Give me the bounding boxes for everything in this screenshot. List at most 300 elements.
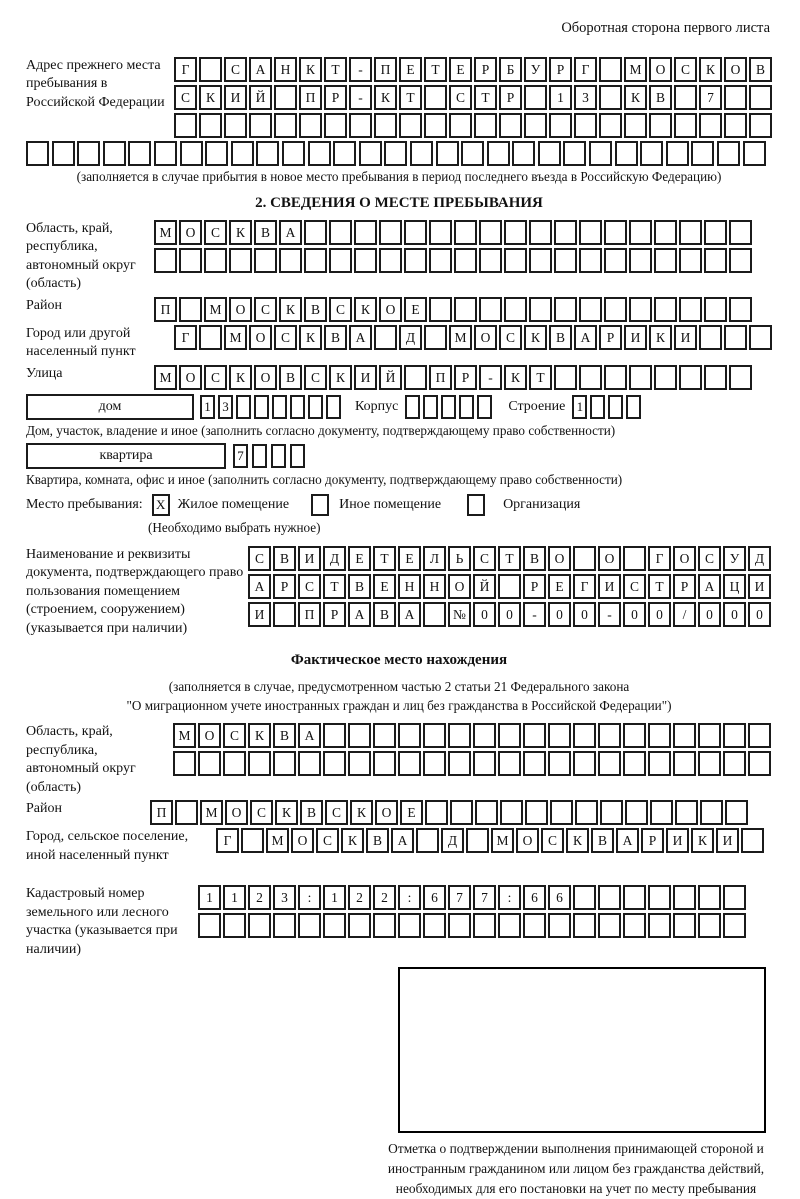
char-box bbox=[373, 723, 396, 748]
char-box: 6 bbox=[548, 885, 571, 910]
char-box: М bbox=[173, 723, 196, 748]
char-box: 2 bbox=[348, 885, 371, 910]
char-box bbox=[179, 248, 202, 273]
char-box bbox=[698, 885, 721, 910]
oblast-block bbox=[26, 220, 772, 294]
char-box: К bbox=[248, 723, 271, 748]
char-box bbox=[504, 248, 527, 273]
char-box: Д bbox=[441, 828, 464, 853]
char-box: У bbox=[723, 546, 746, 571]
fact-gorod-grid-row bbox=[216, 828, 764, 853]
char-box: О bbox=[448, 574, 471, 599]
char-box: И bbox=[598, 574, 621, 599]
char-box bbox=[649, 113, 672, 138]
char-box bbox=[404, 365, 427, 390]
char-box bbox=[424, 85, 447, 110]
char-box bbox=[175, 800, 198, 825]
char-box bbox=[654, 365, 677, 390]
char-box bbox=[384, 141, 407, 166]
char-box: К bbox=[329, 365, 352, 390]
char-box: А bbox=[248, 574, 271, 599]
char-box bbox=[424, 113, 447, 138]
char-box: О bbox=[229, 297, 252, 322]
char-box bbox=[523, 913, 546, 938]
char-box bbox=[512, 141, 535, 166]
char-box bbox=[103, 141, 126, 166]
char-box bbox=[441, 395, 456, 419]
char-box bbox=[679, 220, 702, 245]
doc-grid-row-2 bbox=[248, 574, 771, 599]
char-box bbox=[673, 723, 696, 748]
char-box bbox=[359, 141, 382, 166]
char-box bbox=[329, 248, 352, 273]
char-box: Л bbox=[423, 546, 446, 571]
char-box bbox=[423, 723, 446, 748]
char-box bbox=[723, 751, 746, 776]
char-box: 7 bbox=[233, 444, 248, 468]
char-box: М bbox=[154, 220, 177, 245]
dom-caption: Дом, участок, владение и иное (заполнить согласно документу, подтверждающему право собственности) bbox=[26, 422, 616, 438]
char-box bbox=[579, 365, 602, 390]
char-box: А bbox=[574, 325, 597, 350]
char-box: 3 bbox=[574, 85, 597, 110]
char-box: Е bbox=[348, 546, 371, 571]
char-box bbox=[748, 723, 771, 748]
char-box bbox=[323, 751, 346, 776]
char-box bbox=[729, 248, 752, 273]
prev-address-label: Адрес прежнего места пребывания в Российской Федерации bbox=[26, 58, 165, 110]
char-box bbox=[573, 885, 596, 910]
char-box: С bbox=[541, 828, 564, 853]
char-box bbox=[77, 141, 100, 166]
char-box: 6 bbox=[523, 885, 546, 910]
char-box: В bbox=[304, 297, 327, 322]
char-box bbox=[674, 85, 697, 110]
char-box bbox=[749, 113, 772, 138]
char-box: Е bbox=[400, 800, 423, 825]
char-box bbox=[429, 297, 452, 322]
char-box bbox=[398, 723, 421, 748]
char-box: А bbox=[348, 602, 371, 627]
kvartira-field-label-box: квартира bbox=[26, 443, 226, 469]
char-box bbox=[323, 723, 346, 748]
char-box bbox=[52, 141, 75, 166]
char-box bbox=[498, 751, 521, 776]
char-box bbox=[623, 751, 646, 776]
char-box: А bbox=[391, 828, 414, 853]
char-box: Е bbox=[404, 297, 427, 322]
char-box: О bbox=[548, 546, 571, 571]
char-box: Р bbox=[523, 574, 546, 599]
char-box: С bbox=[224, 57, 247, 82]
char-box bbox=[673, 885, 696, 910]
char-box: М bbox=[266, 828, 289, 853]
char-box bbox=[466, 828, 489, 853]
char-box bbox=[174, 113, 197, 138]
char-box bbox=[523, 723, 546, 748]
char-box: С bbox=[250, 800, 273, 825]
char-box: В bbox=[749, 57, 772, 82]
gorod-block bbox=[26, 325, 772, 362]
char-box bbox=[724, 85, 747, 110]
char-box: С bbox=[473, 546, 496, 571]
char-box: 0 bbox=[548, 602, 571, 627]
char-box: 1 bbox=[223, 885, 246, 910]
char-box bbox=[648, 751, 671, 776]
char-box bbox=[274, 85, 297, 110]
char-box bbox=[241, 828, 264, 853]
char-box bbox=[179, 297, 202, 322]
gorod-grid-row bbox=[174, 325, 772, 350]
prev-address-grid-row-2 bbox=[174, 85, 772, 110]
char-box bbox=[679, 248, 702, 273]
char-box: Н bbox=[398, 574, 421, 599]
char-box bbox=[254, 248, 277, 273]
char-box bbox=[604, 297, 627, 322]
char-box: 3 bbox=[218, 395, 233, 419]
char-box bbox=[236, 395, 251, 419]
char-box bbox=[128, 141, 151, 166]
char-box: К bbox=[374, 85, 397, 110]
char-box bbox=[648, 723, 671, 748]
char-box bbox=[608, 395, 623, 419]
char-box bbox=[308, 395, 323, 419]
char-box bbox=[729, 365, 752, 390]
char-box: Т bbox=[648, 574, 671, 599]
char-box bbox=[529, 248, 552, 273]
char-box: К bbox=[649, 325, 672, 350]
char-box: Р bbox=[641, 828, 664, 853]
char-box bbox=[398, 751, 421, 776]
char-box: С bbox=[274, 325, 297, 350]
char-box bbox=[348, 913, 371, 938]
char-box bbox=[329, 220, 352, 245]
char-box: В bbox=[373, 602, 396, 627]
char-box bbox=[579, 220, 602, 245]
char-box: М bbox=[204, 297, 227, 322]
oblast-grid-row-2 bbox=[154, 248, 752, 273]
char-box: Р bbox=[273, 574, 296, 599]
char-box bbox=[224, 113, 247, 138]
char-box: М bbox=[449, 325, 472, 350]
char-box bbox=[199, 113, 222, 138]
char-box bbox=[598, 723, 621, 748]
char-box bbox=[723, 885, 746, 910]
char-box bbox=[229, 248, 252, 273]
char-box: Й bbox=[473, 574, 496, 599]
rayon-block bbox=[26, 297, 772, 322]
char-box bbox=[729, 297, 752, 322]
char-box bbox=[379, 220, 402, 245]
char-box bbox=[574, 113, 597, 138]
prev-address-grid-row-3 bbox=[174, 113, 772, 138]
char-box bbox=[589, 141, 612, 166]
char-box: Т bbox=[424, 57, 447, 82]
fact-gorod-block bbox=[26, 828, 772, 865]
char-box bbox=[673, 913, 696, 938]
char-box: / bbox=[673, 602, 696, 627]
char-box: Р bbox=[549, 57, 572, 82]
char-box bbox=[199, 325, 222, 350]
char-box: С bbox=[174, 85, 197, 110]
char-box bbox=[279, 248, 302, 273]
char-box bbox=[500, 800, 523, 825]
char-box bbox=[629, 220, 652, 245]
char-box: Ц bbox=[723, 574, 746, 599]
ulitsa-label: Улица bbox=[26, 365, 63, 381]
char-box: К bbox=[229, 365, 252, 390]
char-box: Г bbox=[216, 828, 239, 853]
char-box bbox=[374, 325, 397, 350]
char-box bbox=[448, 723, 471, 748]
doc-block bbox=[26, 546, 772, 638]
char-box bbox=[698, 751, 721, 776]
char-box: К bbox=[691, 828, 714, 853]
char-box: О bbox=[724, 57, 747, 82]
option-inoe-label: Иное помещение bbox=[339, 496, 442, 512]
char-box bbox=[448, 913, 471, 938]
char-box bbox=[205, 141, 228, 166]
char-box bbox=[573, 723, 596, 748]
char-box bbox=[563, 141, 586, 166]
char-box bbox=[626, 395, 641, 419]
char-box: К bbox=[524, 325, 547, 350]
char-box bbox=[249, 113, 272, 138]
dom-number-grid bbox=[200, 395, 341, 419]
char-box bbox=[729, 220, 752, 245]
char-box bbox=[248, 913, 271, 938]
char-box: С bbox=[204, 365, 227, 390]
char-box bbox=[449, 113, 472, 138]
char-box: К bbox=[354, 297, 377, 322]
fact-rayon-label: Район bbox=[26, 801, 62, 817]
char-box bbox=[700, 800, 723, 825]
char-box: : bbox=[498, 885, 521, 910]
char-box: С bbox=[449, 85, 472, 110]
char-box bbox=[648, 913, 671, 938]
char-box bbox=[425, 800, 448, 825]
ulitsa-block bbox=[26, 365, 772, 390]
char-box bbox=[741, 828, 764, 853]
char-box bbox=[623, 913, 646, 938]
char-box: И bbox=[354, 365, 377, 390]
char-box bbox=[477, 395, 492, 419]
char-box bbox=[290, 444, 305, 468]
char-box: Д bbox=[748, 546, 771, 571]
char-box bbox=[743, 141, 766, 166]
char-box bbox=[650, 800, 673, 825]
char-box bbox=[598, 751, 621, 776]
kvartira-row bbox=[26, 443, 772, 469]
char-box bbox=[723, 723, 746, 748]
char-box: П bbox=[299, 85, 322, 110]
rayon-label: Район bbox=[26, 297, 62, 313]
char-box: Р bbox=[499, 85, 522, 110]
char-box bbox=[282, 141, 305, 166]
char-box bbox=[679, 297, 702, 322]
fact-oblast-label: Область, край, республика, автономный округ (область) bbox=[26, 724, 136, 795]
char-box: 0 bbox=[748, 602, 771, 627]
kadastr-grid-row-2 bbox=[198, 913, 746, 938]
char-box bbox=[548, 913, 571, 938]
char-box bbox=[499, 113, 522, 138]
char-box: К bbox=[566, 828, 589, 853]
char-box bbox=[498, 913, 521, 938]
char-box bbox=[304, 248, 327, 273]
char-box bbox=[698, 913, 721, 938]
char-box: С bbox=[329, 297, 352, 322]
char-box: 1 bbox=[198, 885, 221, 910]
char-box: К bbox=[229, 220, 252, 245]
char-box: К bbox=[199, 85, 222, 110]
mesto-note: (Необходимо выбрать нужное) bbox=[148, 519, 321, 535]
char-box: А bbox=[279, 220, 302, 245]
char-box: Н bbox=[274, 57, 297, 82]
char-box bbox=[429, 220, 452, 245]
char-box: И bbox=[624, 325, 647, 350]
confirmation-stamp-area bbox=[398, 967, 766, 1133]
char-box bbox=[748, 751, 771, 776]
kadastr-grid-row-1 bbox=[198, 885, 746, 910]
char-box: 1 bbox=[572, 395, 587, 419]
char-box: И bbox=[248, 602, 271, 627]
char-box bbox=[699, 325, 722, 350]
char-box bbox=[473, 913, 496, 938]
char-box: К bbox=[299, 325, 322, 350]
doc-grid-row-3 bbox=[248, 602, 771, 627]
char-box bbox=[272, 395, 287, 419]
char-box bbox=[573, 751, 596, 776]
section2-title: 2. СВЕДЕНИЯ О МЕСТЕ ПРЕБЫВАНИЯ bbox=[255, 195, 543, 211]
char-box bbox=[454, 297, 477, 322]
char-box bbox=[274, 113, 297, 138]
fact-oblast-grid-row-1 bbox=[173, 723, 771, 748]
char-box bbox=[26, 141, 49, 166]
char-box: А bbox=[698, 574, 721, 599]
char-box bbox=[699, 113, 722, 138]
char-box: Р bbox=[324, 85, 347, 110]
korpus-label: Корпус bbox=[355, 398, 399, 414]
rayon-grid-row bbox=[154, 297, 752, 322]
char-box: Т bbox=[399, 85, 422, 110]
char-box bbox=[573, 546, 596, 571]
char-box bbox=[416, 828, 439, 853]
char-box bbox=[479, 248, 502, 273]
ulitsa-grid-row bbox=[154, 365, 752, 390]
char-box bbox=[599, 57, 622, 82]
char-box bbox=[629, 365, 652, 390]
char-box: 0 bbox=[498, 602, 521, 627]
char-box: Р bbox=[599, 325, 622, 350]
char-box bbox=[704, 220, 727, 245]
doc-grid-row-1 bbox=[248, 546, 771, 571]
char-box: Р bbox=[454, 365, 477, 390]
char-box bbox=[256, 141, 279, 166]
dom-row bbox=[26, 394, 772, 420]
char-box bbox=[717, 141, 740, 166]
char-box: О bbox=[254, 365, 277, 390]
char-box bbox=[590, 395, 605, 419]
char-box: И bbox=[666, 828, 689, 853]
char-box: - bbox=[349, 85, 372, 110]
char-box: И bbox=[674, 325, 697, 350]
char-box bbox=[548, 723, 571, 748]
char-box: И bbox=[748, 574, 771, 599]
char-box bbox=[624, 113, 647, 138]
checkbox-inoe bbox=[311, 494, 329, 516]
char-box bbox=[648, 885, 671, 910]
char-box bbox=[273, 751, 296, 776]
char-box bbox=[323, 913, 346, 938]
char-box bbox=[524, 85, 547, 110]
char-box bbox=[674, 113, 697, 138]
char-box bbox=[550, 800, 573, 825]
char-box bbox=[724, 113, 747, 138]
char-box: С bbox=[248, 546, 271, 571]
char-box bbox=[725, 800, 748, 825]
char-box: О bbox=[673, 546, 696, 571]
kvartira-caption: Квартира, комната, офис и иное (заполнить согласно документу, подтверждающему право собственности) bbox=[26, 471, 623, 487]
stroenie-label: Строение bbox=[508, 398, 566, 414]
char-box: Т bbox=[474, 85, 497, 110]
fact-rayon-block bbox=[26, 800, 772, 825]
char-box bbox=[204, 248, 227, 273]
char-box bbox=[579, 248, 602, 273]
char-box: В bbox=[300, 800, 323, 825]
char-box bbox=[479, 297, 502, 322]
char-box: К bbox=[341, 828, 364, 853]
char-box bbox=[271, 444, 286, 468]
char-box bbox=[324, 113, 347, 138]
char-box bbox=[223, 913, 246, 938]
char-box bbox=[549, 113, 572, 138]
char-box: В bbox=[273, 723, 296, 748]
char-box: Р bbox=[474, 57, 497, 82]
char-box: 1 bbox=[549, 85, 572, 110]
char-box bbox=[459, 395, 474, 419]
char-box bbox=[479, 220, 502, 245]
char-box bbox=[231, 141, 254, 166]
char-box bbox=[604, 365, 627, 390]
char-box bbox=[623, 723, 646, 748]
fact-note-1: (заполняется в случае, предусмотренном частью 2 статьи 21 Федерального закона bbox=[168, 679, 630, 695]
prev-address-grid-row-1 bbox=[174, 57, 772, 82]
char-box bbox=[298, 751, 321, 776]
char-box bbox=[615, 141, 638, 166]
char-box: К bbox=[624, 85, 647, 110]
char-box: 0 bbox=[723, 602, 746, 627]
fact-gorod-label: Город, сельское поселение, иной населенный пункт bbox=[26, 829, 189, 863]
gorod-label: Город или другой населенный пункт bbox=[26, 325, 136, 360]
char-box bbox=[698, 723, 721, 748]
char-box: В bbox=[591, 828, 614, 853]
char-box bbox=[666, 141, 689, 166]
char-box: М bbox=[154, 365, 177, 390]
char-box: Г bbox=[648, 546, 671, 571]
corner-note: Оборотная сторона первого листа bbox=[561, 20, 770, 36]
char-box bbox=[579, 297, 602, 322]
char-box bbox=[198, 913, 221, 938]
char-box bbox=[454, 248, 477, 273]
char-box bbox=[623, 885, 646, 910]
oblast-label: Область, край, республика, автономный округ (область) bbox=[26, 221, 136, 292]
char-box bbox=[223, 751, 246, 776]
char-box: В bbox=[279, 365, 302, 390]
char-box bbox=[548, 751, 571, 776]
char-box bbox=[554, 365, 577, 390]
char-box bbox=[604, 220, 627, 245]
char-box: С bbox=[674, 57, 697, 82]
